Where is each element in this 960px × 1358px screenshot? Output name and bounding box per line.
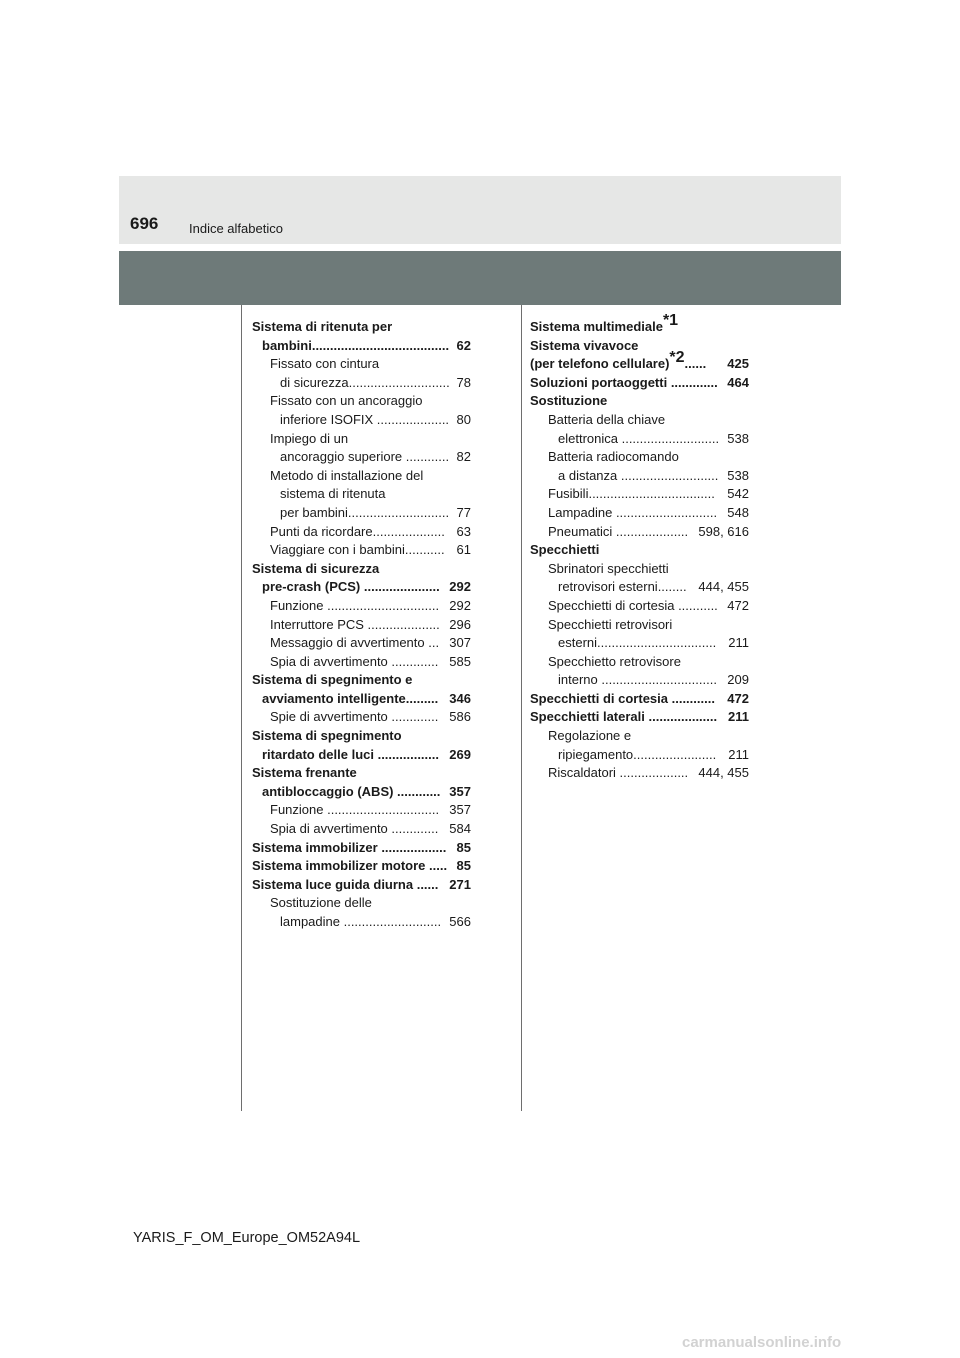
index-entry <box>530 541 749 560</box>
entry-page-ref: 78 <box>456 374 471 390</box>
entry-text: Sostituzione delle <box>270 895 372 911</box>
entry-page-ref: 346 <box>449 690 471 706</box>
entry-text: pre-crash (PCS) ..................... <box>262 579 440 595</box>
entry-page-ref: 77 <box>456 504 471 520</box>
entry-page-ref: 211 <box>728 746 749 762</box>
index-entry <box>252 560 471 597</box>
entry-text: esterni................................. <box>558 635 717 651</box>
entry-page-ref: 538 <box>727 467 749 483</box>
entry-page-ref: 472 <box>727 597 749 613</box>
index-entry <box>530 616 749 653</box>
index-entry <box>530 392 749 411</box>
index-entry <box>252 801 471 820</box>
entry-text: Interruttore PCS .................... <box>270 616 440 632</box>
index-entry <box>530 727 749 764</box>
entry-page-ref: 269 <box>449 746 471 762</box>
entry-text: Batteria radiocomando <box>548 449 679 465</box>
index-entry <box>252 671 471 708</box>
header-bar <box>119 251 841 305</box>
entry-text: Sistema vivavoce <box>530 337 639 353</box>
section-title: Indice alfabetico <box>189 221 283 236</box>
entry-text: Punti da ricordare.................... <box>270 523 445 539</box>
entry-text: bambini...................................... <box>262 337 450 353</box>
index-entry <box>252 820 471 839</box>
entry-page-ref: 307 <box>449 635 471 651</box>
leader-dots: ...... <box>684 356 707 372</box>
entry-text: Specchietti retrovisori <box>548 616 673 632</box>
index-entry <box>530 560 749 597</box>
index-entry <box>530 523 749 542</box>
entry-text: Lampadine ............................ <box>548 504 718 520</box>
footnote-marker: *2 <box>669 349 685 367</box>
index-entry <box>252 857 471 876</box>
entry-page-ref: 271 <box>449 876 471 892</box>
index-entry <box>530 337 749 356</box>
entry-page-ref: 61 <box>456 542 471 558</box>
entry-text: Pneumatici .................... <box>548 523 689 539</box>
entry-text: Fissato con cintura <box>270 356 380 372</box>
entry-text: Specchietto retrovisore <box>548 653 681 669</box>
entry-text: ripiegamento....................... <box>558 746 717 762</box>
entry-text: Spia di avvertimento ............. <box>270 653 439 669</box>
entry-page-ref: 584 <box>449 821 471 837</box>
entry-page-ref: 598, 616 <box>698 523 749 539</box>
index-entry <box>252 318 471 355</box>
entry-text: Spie di avvertimento ............. <box>270 709 439 725</box>
entry-text: Messaggio di avvertimento ... <box>270 635 440 651</box>
entry-text: retrovisori esterni........ <box>558 579 687 595</box>
index-entry <box>252 894 471 931</box>
index-column-right <box>530 312 749 783</box>
entry-text: di sicurezza............................ <box>280 374 450 390</box>
entry-page-ref: 82 <box>456 449 471 465</box>
entry-page-ref: 357 <box>449 783 471 799</box>
entry-text: ritardato delle luci ................. <box>262 746 439 762</box>
entry-text: elettronica ........................... <box>558 430 720 446</box>
entry-text: Sistema immobilizer motore ..... <box>252 858 448 874</box>
entry-text: Funzione ............................... <box>270 597 440 613</box>
index-entry <box>252 708 471 727</box>
entry-text: Specchietti di cortesia ............ <box>530 690 715 706</box>
entry-page-ref: 464 <box>727 374 749 390</box>
entry-text: Specchietti di cortesia ........... <box>548 597 718 613</box>
entry-text: lampadine ........................... <box>280 914 442 929</box>
index-entry <box>530 374 749 393</box>
entry-text: Sistema di spegnimento <box>252 728 402 744</box>
entry-page-ref: 80 <box>456 411 471 427</box>
index-entry <box>530 653 749 690</box>
entry-page-ref: 566 <box>449 914 471 929</box>
watermark: carmanualsonline.info <box>682 1334 842 1351</box>
entry-text: ancoraggio superiore ............ <box>280 449 450 465</box>
entry-page-ref: 62 <box>456 337 471 353</box>
entry-page-ref: 292 <box>449 579 471 595</box>
index-entry <box>252 634 471 653</box>
index-entry <box>530 504 749 523</box>
entry-page-ref: 292 <box>449 597 471 613</box>
entry-text: Fusibili................................... <box>548 486 715 502</box>
entry-text: (per telefono cellulare) <box>530 356 670 372</box>
page-number: 696 <box>130 214 159 233</box>
footnote-marker: *1 <box>662 312 679 329</box>
index-entry <box>530 690 749 709</box>
entry-text: Specchietti <box>530 542 600 558</box>
index-entry <box>252 392 471 429</box>
index-entry <box>252 355 471 392</box>
entry-text: Sistema multimediale <box>530 319 663 334</box>
entry-page-ref: 444, 455 <box>698 579 749 595</box>
entry-text: per bambini............................ <box>280 504 450 520</box>
entry-text: Funzione ............................... <box>270 802 440 818</box>
entry-page-ref: 85 <box>456 858 471 874</box>
entry-text: Sostituzione <box>530 393 608 409</box>
entry-page-ref: 548 <box>727 504 749 520</box>
entry-text: Sistema frenante <box>252 765 357 781</box>
column-divider-left <box>241 305 242 1111</box>
entry-text: Sistema luce guida diurna ...... <box>252 876 439 892</box>
entry-text: inferiore ISOFIX .................... <box>280 411 450 427</box>
entry-text: Metodo di installazione del <box>270 467 424 483</box>
index-entry <box>252 597 471 616</box>
entry-text: Fissato con un ancoraggio <box>270 393 423 409</box>
entry-text: antibloccaggio (ABS) ............ <box>262 783 441 799</box>
index-column-left <box>252 318 471 932</box>
entry-text: Viaggiare con i bambini........... <box>270 542 445 558</box>
index-entry <box>252 541 471 560</box>
index-entry <box>530 764 749 783</box>
index-entry <box>530 597 749 616</box>
entry-text: Specchietti laterali ................... <box>530 709 718 725</box>
document-code: YARIS_F_OM_Europe_OM52A94L <box>133 1230 361 1246</box>
entry-page-ref: 425 <box>727 356 749 372</box>
entry-text: Batteria della chiave <box>548 411 666 427</box>
entry-text: Sistema di ritenuta per <box>252 319 393 334</box>
entry-text: Regolazione e <box>548 728 632 744</box>
index-entry <box>252 727 471 764</box>
index-entry <box>530 448 749 485</box>
index-entry <box>530 708 749 727</box>
entry-text: Sistema di sicurezza <box>252 560 380 576</box>
column-divider-middle <box>521 305 522 1111</box>
index-entry <box>252 653 471 672</box>
index-entry <box>252 523 471 542</box>
entry-text: Sistema di spegnimento e <box>252 672 413 688</box>
entry-page-ref: 538 <box>727 430 749 446</box>
entry-text: Soluzioni portaoggetti ............. <box>530 374 718 390</box>
index-entry <box>252 839 471 858</box>
index-entry <box>252 616 471 635</box>
entry-page-ref: 63 <box>456 523 471 539</box>
entry-text: Sistema immobilizer .................. <box>252 839 447 855</box>
entry-text: sistema di ritenuta <box>280 486 386 502</box>
index-entry <box>252 876 471 895</box>
entry-page-ref: 542 <box>727 486 749 502</box>
entry-page-ref: 85 <box>456 839 471 855</box>
entry-page-ref: 357 <box>449 802 471 818</box>
entry-page-ref: 472 <box>727 690 749 706</box>
entry-text: Spia di avvertimento ............. <box>270 821 439 837</box>
entry-page-ref: 296 <box>449 616 471 632</box>
entry-page-ref: 586 <box>449 709 471 725</box>
entry-page-ref: 211 <box>728 635 749 651</box>
entry-text: Riscaldatori ................... <box>548 765 689 781</box>
index-entry <box>530 411 749 448</box>
entry-page-ref: 585 <box>449 653 471 669</box>
index-entry <box>252 764 471 801</box>
index-entry <box>252 467 471 523</box>
entry-page-ref: 444, 455 <box>698 765 749 781</box>
index-entry <box>530 485 749 504</box>
index-entry <box>530 349 749 374</box>
entry-text: Impiego di un <box>270 430 349 446</box>
entry-text: Sbrinatori specchietti <box>548 560 669 576</box>
entry-page-ref: 209 <box>727 672 749 688</box>
index-entry <box>252 430 471 467</box>
entry-text: a distanza ........................... <box>558 467 719 483</box>
entry-page-ref: 211 <box>728 709 749 725</box>
entry-text: interno ................................ <box>558 672 717 688</box>
index-entry <box>530 312 749 337</box>
entry-text: avviamento intelligente......... <box>262 690 439 706</box>
